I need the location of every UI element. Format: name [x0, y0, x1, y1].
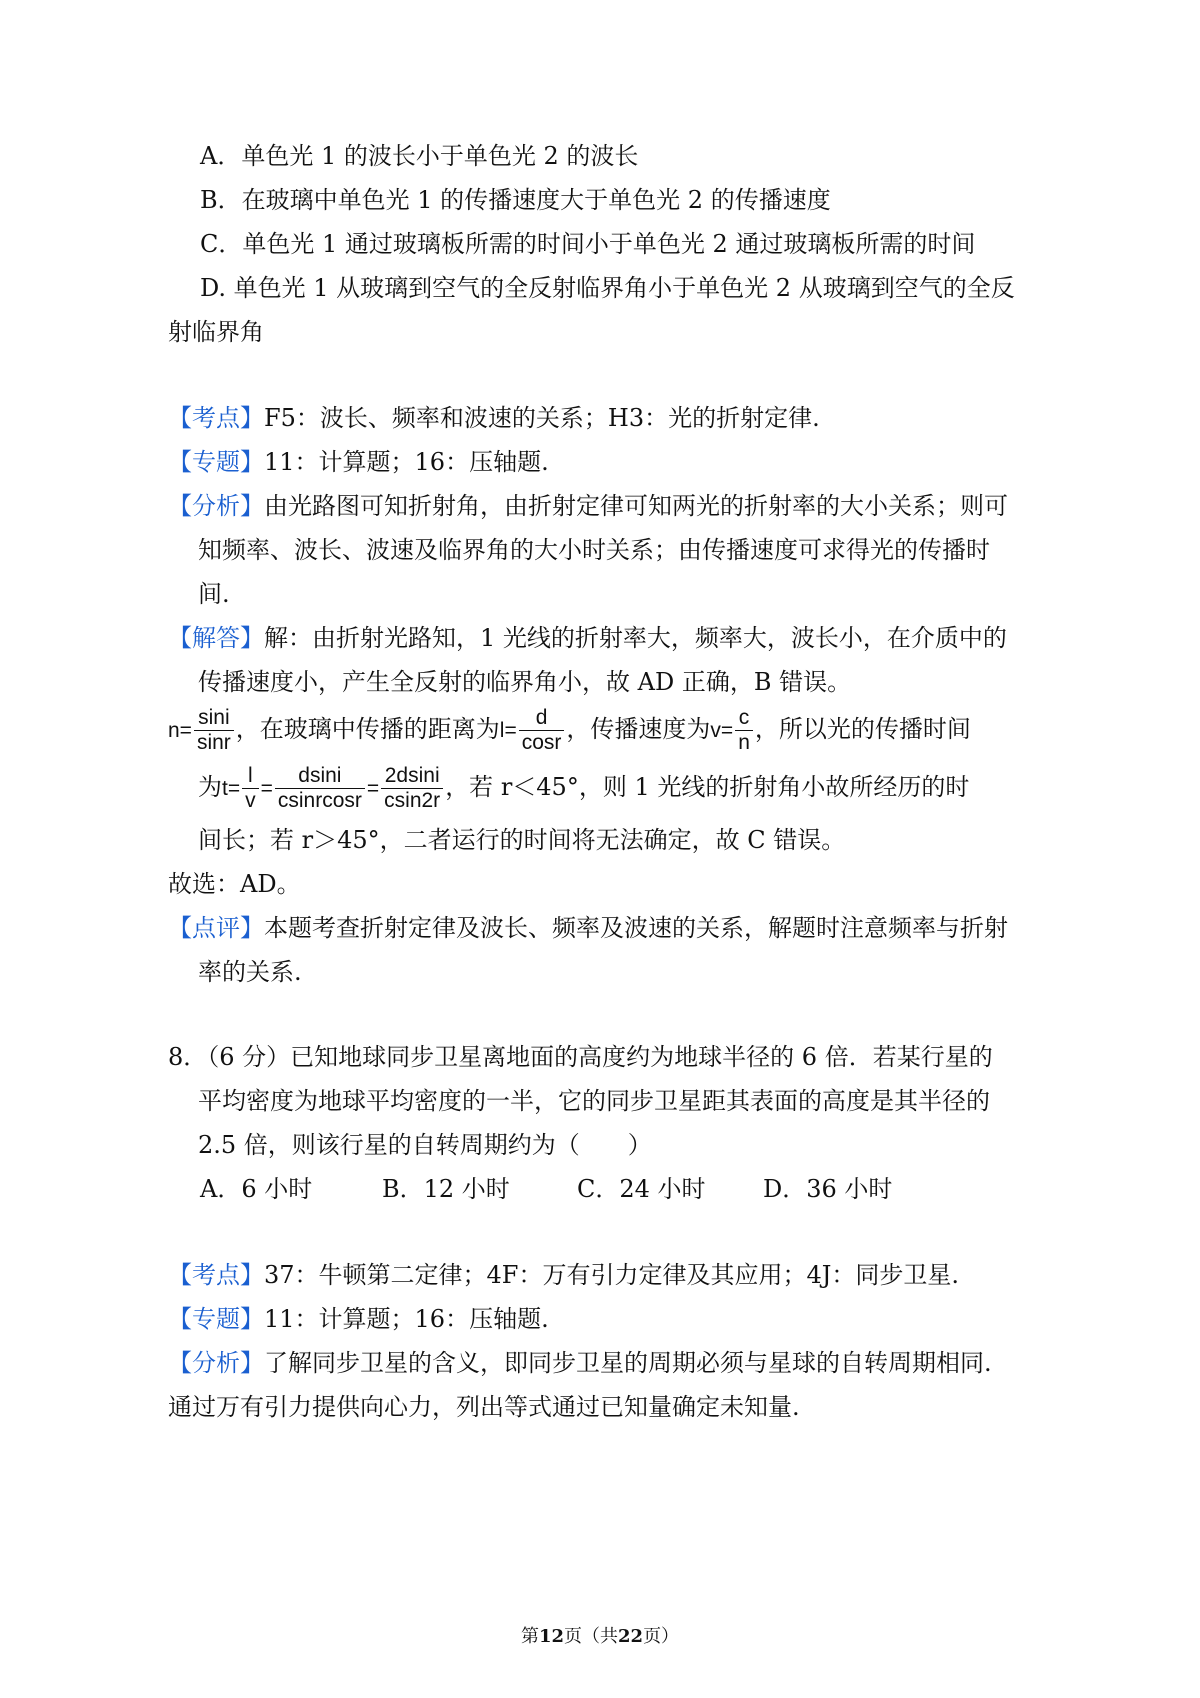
- fraction-l-over-v: [242, 765, 259, 812]
- q8-option-d: D．36 小时: [763, 1175, 893, 1203]
- fraction-denominator: n: [738, 731, 750, 754]
- kaodian-tag: 【考点】: [168, 1261, 264, 1289]
- q8-kaodian: [168, 1259, 959, 1291]
- formula-wei: 为: [198, 773, 222, 801]
- kaodian-tag: 【考点】: [168, 404, 264, 432]
- q7-fenxi-line2: 知频率、波长、波速及临界角的大小时关系；由传播速度可求得光的传播时: [198, 536, 990, 564]
- q7-fenxi-line3: 间.: [198, 580, 230, 608]
- q7-kaodian: [168, 402, 820, 434]
- formula-v-lhs: v=: [710, 719, 734, 742]
- formula-text-3: ，所以光的传播时间: [754, 715, 971, 743]
- q7-option-b: B．在玻璃中单色光 1 的传播速度大于单色光 2 的传播速度: [200, 186, 831, 214]
- kaodian-text: F5：波长、频率和波速的关系；H3：光的折射定律.: [264, 404, 820, 432]
- formula-n-lhs: n=: [168, 719, 192, 742]
- q7-choice: 故选：AD。: [168, 870, 301, 898]
- zhuanti-tag: 【专题】: [168, 1305, 264, 1333]
- fraction-sini-over-sinr: [194, 707, 234, 754]
- footer-prefix: 第: [520, 1626, 539, 1647]
- fenxi-tag: 【分析】: [168, 1349, 264, 1377]
- dianping-tag: 【点评】: [168, 914, 264, 942]
- jieda-tag: 【解答】: [168, 624, 264, 652]
- q8-stem-line1: 8．（6 分）已知地球同步卫星离地面的高度约为地球半径的 6 倍．若某行星的: [168, 1043, 993, 1071]
- q7-option-d-line1: D. 单色光 1 从玻璃到空气的全反射临界角小于单色光 2 从玻璃到空气的全反: [200, 274, 1015, 302]
- formula-text-4: ，若 r＜45°，则 1 光线的折射角小故所经历的时: [445, 773, 970, 801]
- zhuanti-tag: 【专题】: [168, 448, 264, 476]
- fraction-dsini-over-csinrcosr: [275, 765, 365, 812]
- fraction-denominator: csin2r: [384, 789, 441, 812]
- q7-jieda-line5: 间长；若 r＞45°，二者运行的时间将无法确定，故 C 错误。: [198, 826, 846, 854]
- kaodian-text: 37：牛顿第二定律；4F：万有引力定律及其应用；4J：同步卫星.: [264, 1261, 959, 1289]
- fraction-c-over-n: [735, 707, 753, 754]
- fraction-denominator: sinr: [196, 731, 231, 754]
- formula-l-lhs: l=: [499, 719, 517, 742]
- q7-fenxi: [168, 490, 1008, 522]
- q7-formula-line1: [168, 704, 971, 756]
- fraction-numerator: d: [519, 707, 565, 731]
- fenxi-tag: 【分析】: [168, 492, 264, 520]
- fraction-numerator: c: [735, 707, 753, 731]
- q7-dianping: [168, 912, 1008, 944]
- q7-dianping-line2: 率的关系.: [198, 958, 302, 986]
- fenxi-line1: 了解同步卫星的含义，即同步卫星的周期必须与星球的自转周期相同.: [264, 1349, 992, 1377]
- footer-middle: 页（共: [564, 1626, 618, 1647]
- formula-t-lhs: t=: [222, 777, 241, 800]
- page-footer: [0, 1625, 1200, 1649]
- q8-option-b: B．12 小时: [382, 1175, 510, 1203]
- zhuanti-text: 11：计算题；16：压轴题.: [264, 448, 549, 476]
- q7-option-c: C．单色光 1 通过玻璃板所需的时间小于单色光 2 通过玻璃板所需的时间: [200, 230, 976, 258]
- q7-jieda: [168, 622, 1007, 654]
- footer-page-number: 12: [538, 1626, 564, 1647]
- fraction-numerator: dsini: [275, 765, 365, 789]
- q8-stem-line3: 2.5 倍，则该行星的自转周期约为（ ）: [198, 1131, 652, 1159]
- fraction-d-over-cosr: [519, 707, 565, 754]
- q8-fenxi: [168, 1347, 992, 1379]
- q8-stem-line2: 平均密度为地球平均密度的一半，它的同步卫星距其表面的高度是其半径的: [198, 1087, 990, 1115]
- zhuanti-text: 11：计算题；16：压轴题.: [264, 1305, 549, 1333]
- q7-zhuanti: [168, 446, 549, 478]
- fraction-numerator: sini: [194, 707, 234, 731]
- formula-equals-2: =: [366, 777, 380, 800]
- formula-text-1: ，在玻璃中传播的距离为: [235, 715, 500, 743]
- q7-jieda-line2: 传播速度小，产生全反射的临界角小，故 AD 正确，B 错误。: [198, 668, 852, 696]
- formula-equals-1: =: [260, 777, 273, 800]
- q8-option-a: A．6 小时: [200, 1175, 313, 1203]
- fraction-numerator: 2dsini: [381, 765, 443, 789]
- q7-option-d-line2: 射临界角: [168, 318, 264, 346]
- fraction-numerator: l: [242, 765, 259, 789]
- jieda-line1: 解：由折射光路知，1 光线的折射率大，频率大，波长小，在介质中的: [264, 624, 1007, 652]
- fraction-2dsini-over-csin2r: [381, 765, 443, 812]
- q7-option-a: A．单色光 1 的波长小于单色光 2 的波长: [200, 142, 639, 170]
- fraction-denominator: v: [245, 789, 256, 812]
- q8-zhuanti: [168, 1303, 549, 1335]
- q8-fenxi-line2: 通过万有引力提供向心力，列出等式通过已知量确定未知量.: [168, 1393, 800, 1421]
- formula-text-2: ，传播速度为: [566, 715, 711, 743]
- fenxi-line1: 由光路图可知折射角，由折射定律可知两光的折射率的大小关系；则可: [264, 492, 1008, 520]
- footer-total-pages: 22: [618, 1626, 644, 1647]
- fraction-denominator: csinrcosr: [277, 789, 362, 812]
- footer-suffix: 页）: [643, 1626, 680, 1647]
- q8-option-c: C．24 小时: [577, 1175, 706, 1203]
- dianping-line1: 本题考查折射定律及波长、频率及波速的关系，解题时注意频率与折射: [264, 914, 1008, 942]
- fraction-denominator: cosr: [521, 731, 562, 754]
- q7-formula-line2: [198, 762, 969, 814]
